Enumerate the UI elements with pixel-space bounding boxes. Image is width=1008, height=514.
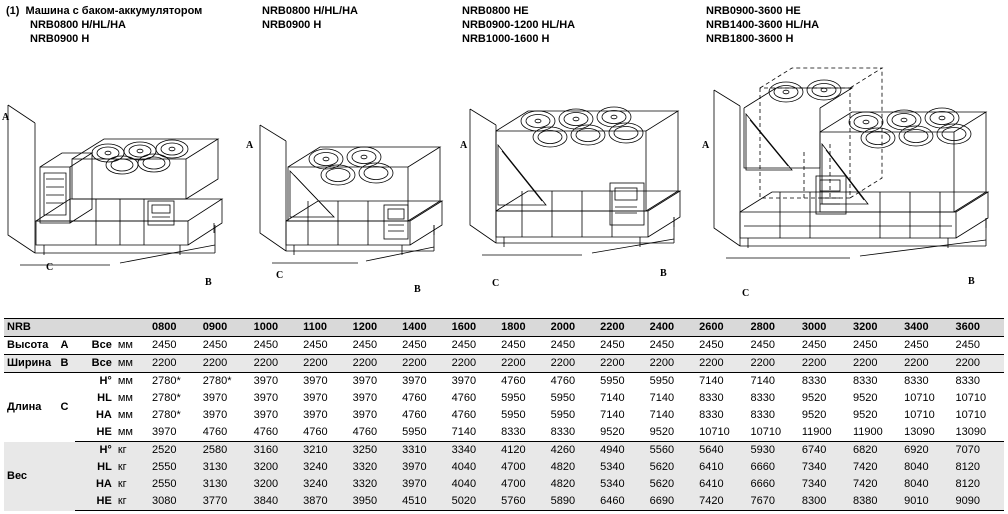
column-header-12: 2800 xyxy=(747,319,798,337)
caption-line-2-0: NRB0800 H/HL/HA xyxy=(262,5,358,17)
cell: 2200 xyxy=(901,355,952,373)
column-header-3: 1100 xyxy=(300,319,350,337)
cell: 9520 xyxy=(801,392,827,404)
cell: 13090 xyxy=(952,424,1004,442)
cell: 3970 xyxy=(202,409,228,421)
cell: 4760 xyxy=(451,409,477,421)
caption-line-1-1: NRB0800 H/HL/HA xyxy=(30,19,126,31)
cell: 4120 xyxy=(498,442,548,460)
cell: 4940 xyxy=(597,442,647,460)
cell: 2200 xyxy=(696,355,747,373)
cell: 2200 xyxy=(449,355,499,373)
cell: 8330 xyxy=(699,392,724,404)
row-unit: мм xyxy=(115,355,149,373)
row-unit: мм xyxy=(117,375,133,387)
cell: 2450 xyxy=(251,337,301,355)
cell: 3970 xyxy=(253,409,279,421)
cell: 8120 xyxy=(952,459,1004,476)
cell: 3210 xyxy=(300,442,350,460)
row-dim xyxy=(54,442,75,511)
cell: 3240 xyxy=(300,459,350,476)
caption-line-4-0: NRB0900-3600 HE xyxy=(706,5,801,17)
cell: 5890 xyxy=(548,493,598,511)
cell: 3970 xyxy=(399,476,449,493)
cell: 11900 xyxy=(799,424,850,442)
table-row xyxy=(4,493,1004,511)
cell: 7070 xyxy=(952,442,1004,460)
cell: 2200 xyxy=(350,355,400,373)
caption-line-4-1: NRB1400-3600 HL/HA xyxy=(706,19,820,31)
cell: 2780* xyxy=(151,409,181,421)
row-unit: кг xyxy=(115,476,149,493)
cell: 3970 xyxy=(303,375,328,387)
cell: 5640 xyxy=(696,442,747,460)
cell: 3340 xyxy=(449,442,499,460)
cell: 3870 xyxy=(300,493,350,511)
cell: 9010 xyxy=(901,493,952,511)
cell: 7670 xyxy=(747,493,798,511)
column-header-15: 3400 xyxy=(901,319,952,337)
cell: 9520 xyxy=(647,424,697,442)
row-variant: HA xyxy=(75,476,115,493)
cell: 3970 xyxy=(303,392,328,404)
cell: 6460 xyxy=(597,493,647,511)
column-header-6: 1600 xyxy=(449,319,499,337)
dim-label-b-3: B xyxy=(660,268,667,279)
cell: 7140 xyxy=(649,392,675,404)
row-unit: мм xyxy=(115,337,149,355)
table-row xyxy=(4,424,1004,442)
column-header-4: 1200 xyxy=(350,319,400,337)
column-header-16: 3600 xyxy=(952,319,1004,337)
row-dim: C xyxy=(60,400,69,413)
column-header-13: 3000 xyxy=(799,319,850,337)
row-unit: кг xyxy=(115,493,149,511)
cell: 3310 xyxy=(399,442,449,460)
row-variant: HA xyxy=(95,409,112,421)
column-header-14: 3200 xyxy=(850,319,901,337)
cell: 10710 xyxy=(696,424,747,442)
cell: 2200 xyxy=(251,355,301,373)
row-variant: HE xyxy=(75,493,115,511)
cell: 5620 xyxy=(647,476,697,493)
cell: 2200 xyxy=(548,355,598,373)
cell: 8330 xyxy=(904,375,929,387)
cell: 2450 xyxy=(696,337,747,355)
cell: 5950 xyxy=(550,392,576,404)
cell: 3970 xyxy=(402,375,427,387)
cell: 2200 xyxy=(149,355,200,373)
cell: 3970 xyxy=(253,392,279,404)
cell: 6410 xyxy=(696,459,747,476)
table-header-row xyxy=(4,319,1004,337)
cell: 4760 xyxy=(501,375,526,387)
cell: 10710 xyxy=(904,409,935,421)
row-unit: мм xyxy=(117,392,133,404)
cell: 2450 xyxy=(149,337,200,355)
cell: 7340 xyxy=(799,459,850,476)
cell: 3160 xyxy=(251,442,301,460)
cell: 11900 xyxy=(850,424,901,442)
caption-line-4-2: NRB1800-3600 H xyxy=(706,33,794,45)
cell: 2200 xyxy=(597,355,647,373)
cell: 2450 xyxy=(850,337,901,355)
cell: 5950 xyxy=(600,375,625,387)
cell: 2550 xyxy=(149,476,200,493)
cell: 8330 xyxy=(498,424,548,442)
cell: 2450 xyxy=(952,337,1004,355)
cell: 4760 xyxy=(300,424,350,442)
table-row xyxy=(4,337,1004,355)
cell: 3970 xyxy=(399,459,449,476)
dim-label-c-4: C xyxy=(742,288,750,299)
cell: 3970 xyxy=(149,424,200,442)
cell: 9520 xyxy=(852,409,878,421)
cell: 10710 xyxy=(955,392,987,404)
cell: 5620 xyxy=(647,459,697,476)
cell: 5760 xyxy=(498,493,548,511)
cell: 5950 xyxy=(550,409,576,421)
dim-label-a-4: A xyxy=(702,140,710,151)
cell: 2550 xyxy=(149,459,200,476)
cell: 6660 xyxy=(747,459,798,476)
cell: 8120 xyxy=(952,476,1004,493)
cell: 8040 xyxy=(901,459,952,476)
caption-line-3-1: NRB0900-1200 HL/HA xyxy=(462,19,576,31)
cell: 3320 xyxy=(350,459,400,476)
cell: 4820 xyxy=(548,476,598,493)
cell: 8330 xyxy=(750,409,775,421)
cell: 5340 xyxy=(597,476,647,493)
cell: 2450 xyxy=(799,337,850,355)
cell: 3250 xyxy=(350,442,400,460)
cell: 7140 xyxy=(649,409,675,421)
cell: 7420 xyxy=(696,493,747,511)
column-header-2: 1000 xyxy=(251,319,301,337)
row-unit: мм xyxy=(115,424,149,442)
cell: 8330 xyxy=(699,409,724,421)
cell: 10710 xyxy=(747,424,798,442)
cell: 3970 xyxy=(352,375,378,387)
cell: 2200 xyxy=(952,355,1004,373)
cell: 2780* xyxy=(151,375,181,387)
cell: 3770 xyxy=(200,493,251,511)
cell: 3840 xyxy=(251,493,301,511)
cell: 8330 xyxy=(801,375,827,387)
cell: 2450 xyxy=(350,337,400,355)
column-header-0: 0800 xyxy=(149,319,200,337)
cell: 3970 xyxy=(451,375,477,387)
cell: 2450 xyxy=(548,337,598,355)
row-label: Высота xyxy=(4,337,54,355)
cell: 6920 xyxy=(901,442,952,460)
cell: 2200 xyxy=(498,355,548,373)
cell: 5950 xyxy=(649,375,675,387)
cell: 7140 xyxy=(449,424,499,442)
cell: 7140 xyxy=(600,392,625,404)
row-unit: мм xyxy=(117,409,133,421)
table-row xyxy=(4,442,1004,460)
cell: 3200 xyxy=(251,459,301,476)
cell: 9520 xyxy=(597,424,647,442)
cell: 2450 xyxy=(300,337,350,355)
row-variant: HL xyxy=(97,392,112,404)
cell: 3080 xyxy=(149,493,200,511)
cell: 4700 xyxy=(498,476,548,493)
cell: 8300 xyxy=(799,493,850,511)
table-row xyxy=(4,459,1004,476)
dim-label-b-1: B xyxy=(205,277,212,288)
row-variant: H° xyxy=(99,375,112,387)
cell: 2200 xyxy=(200,355,251,373)
cell: 5950 xyxy=(501,392,526,404)
cell: 2450 xyxy=(399,337,449,355)
caption-number-1: (1) xyxy=(6,5,20,17)
cell: 3970 xyxy=(352,392,378,404)
cell: 4760 xyxy=(251,424,301,442)
caption-line-3-0: NRB0800 HE xyxy=(462,5,529,17)
cell: 8330 xyxy=(548,424,598,442)
cell: 2520 xyxy=(149,442,200,460)
cell: 2200 xyxy=(850,355,901,373)
cell: 2780* xyxy=(151,392,181,404)
chiller-illustration-2 xyxy=(238,105,458,295)
cell: 6690 xyxy=(647,493,697,511)
cell: 2200 xyxy=(799,355,850,373)
cell: 7140 xyxy=(699,375,724,387)
row-dim: B xyxy=(54,355,75,373)
cell: 2450 xyxy=(647,337,697,355)
caption-line-3-2: NRB1000-1600 H xyxy=(462,33,550,45)
row-variant: HE xyxy=(75,424,115,442)
cell: 5340 xyxy=(597,459,647,476)
cell: 3970 xyxy=(352,409,378,421)
row-variant: Все xyxy=(75,337,115,355)
row-unit: кг xyxy=(115,442,149,460)
cell: 10710 xyxy=(955,409,987,421)
cell: 10710 xyxy=(904,392,935,404)
cell: 6410 xyxy=(696,476,747,493)
cell: 7340 xyxy=(799,476,850,493)
cell: 8040 xyxy=(901,476,952,493)
cell: 4040 xyxy=(449,476,499,493)
cell: 2200 xyxy=(399,355,449,373)
cell: 7140 xyxy=(750,375,775,387)
cell: 13090 xyxy=(901,424,952,442)
cell: 5950 xyxy=(501,409,526,421)
cell: 3320 xyxy=(350,476,400,493)
cell: 6820 xyxy=(850,442,901,460)
cell: 5020 xyxy=(449,493,499,511)
cell: 2780* xyxy=(202,375,232,387)
cell: 4760 xyxy=(200,424,251,442)
dim-label-a-2: A xyxy=(246,140,254,151)
cell: 4260 xyxy=(548,442,598,460)
row-variant: H° xyxy=(75,442,115,460)
cell: 6740 xyxy=(799,442,850,460)
row-label: Вес xyxy=(4,442,54,511)
cell: 9520 xyxy=(801,409,827,421)
cell: 2200 xyxy=(300,355,350,373)
cell: 4760 xyxy=(451,392,477,404)
cell: 6660 xyxy=(747,476,798,493)
cell: 2450 xyxy=(597,337,647,355)
column-header-5: 1400 xyxy=(399,319,449,337)
column-header-9: 2200 xyxy=(597,319,647,337)
cell: 7140 xyxy=(600,409,625,421)
cell: 2450 xyxy=(901,337,952,355)
table-row xyxy=(4,390,1004,407)
cell: 2450 xyxy=(449,337,499,355)
dim-label-b-4: B xyxy=(968,276,975,287)
cell: 2450 xyxy=(498,337,548,355)
cell: 2580 xyxy=(200,442,251,460)
cell: 4760 xyxy=(350,424,400,442)
row-dim: A xyxy=(54,337,75,355)
table-row xyxy=(4,355,1004,373)
chiller-illustration-1 xyxy=(0,95,250,295)
dim-label-c-2: C xyxy=(276,270,284,281)
cell: 3240 xyxy=(300,476,350,493)
cell: 8330 xyxy=(955,375,980,387)
table-row xyxy=(4,373,1004,391)
cell: 3970 xyxy=(202,392,228,404)
table-corner-label: NRB xyxy=(4,319,149,337)
cell: 2450 xyxy=(747,337,798,355)
cell: 8330 xyxy=(852,375,878,387)
row-label: Длина xyxy=(7,400,42,413)
row-variant: Все xyxy=(75,355,115,373)
cell: 7420 xyxy=(850,459,901,476)
cell: 3950 xyxy=(350,493,400,511)
cell: 8330 xyxy=(750,392,775,404)
cell: 2200 xyxy=(747,355,798,373)
cell: 4760 xyxy=(402,409,427,421)
row-label: Ширина xyxy=(4,355,54,373)
caption-line-1-2: NRB0900 H xyxy=(30,33,90,45)
cell: 4760 xyxy=(550,375,576,387)
column-header-1: 0900 xyxy=(200,319,251,337)
dim-label-c-1: C xyxy=(46,262,54,273)
cell: 7420 xyxy=(850,476,901,493)
column-header-8: 2000 xyxy=(548,319,598,337)
chiller-illustration-3 xyxy=(452,75,702,290)
dim-label-a-1: A xyxy=(2,112,10,123)
cell: 3970 xyxy=(253,375,279,387)
row-variant: HL xyxy=(75,459,115,476)
cell: 5950 xyxy=(399,424,449,442)
caption-line-1-0: Машина с баком-аккумулятором xyxy=(25,5,203,17)
caption-line-2-1: NRB0900 H xyxy=(262,19,322,31)
chiller-illustration-4 xyxy=(700,48,1005,293)
cell: 9520 xyxy=(852,392,878,404)
table-row xyxy=(4,476,1004,493)
cell: 3970 xyxy=(303,409,328,421)
dim-label-c-3: C xyxy=(492,278,500,289)
cell: 3130 xyxy=(200,459,251,476)
cell: 4700 xyxy=(498,459,548,476)
cell: 4510 xyxy=(399,493,449,511)
cell: 2450 xyxy=(200,337,251,355)
cell: 2200 xyxy=(647,355,697,373)
cell: 3130 xyxy=(200,476,251,493)
cell: 3200 xyxy=(251,476,301,493)
cell: 5560 xyxy=(647,442,697,460)
specification-table xyxy=(4,318,1004,511)
table-row xyxy=(4,407,1004,424)
dim-label-a-3: A xyxy=(460,140,468,151)
cell: 9090 xyxy=(952,493,1004,511)
column-header-10: 2400 xyxy=(647,319,697,337)
cell: 8380 xyxy=(850,493,901,511)
cell: 4040 xyxy=(449,459,499,476)
column-header-7: 1800 xyxy=(498,319,548,337)
dim-label-b-2: B xyxy=(414,284,421,295)
cell: 4760 xyxy=(402,392,427,404)
column-header-11: 2600 xyxy=(696,319,747,337)
cell: 4820 xyxy=(548,459,598,476)
cell: 5930 xyxy=(747,442,798,460)
row-unit: кг xyxy=(115,459,149,476)
